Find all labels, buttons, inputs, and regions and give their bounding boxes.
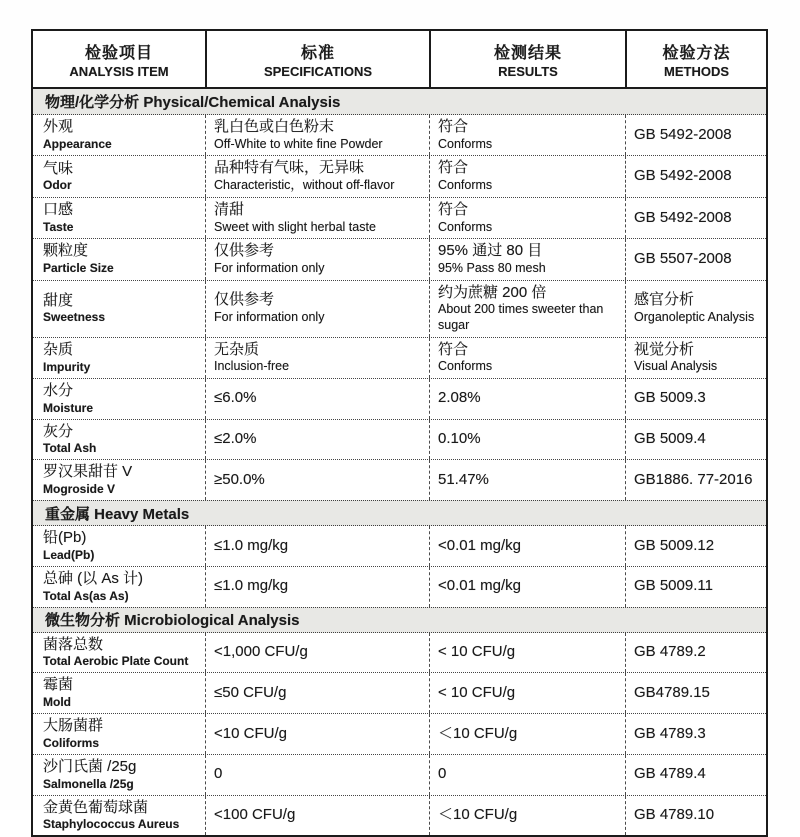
item-name-zh: 菌落总数 bbox=[43, 635, 104, 653]
spec-line-1: 仅供参考 bbox=[214, 291, 275, 309]
spec-line-2: For information only bbox=[214, 310, 325, 325]
header-specifications-zh: 标准 bbox=[300, 44, 335, 62]
item-name-en: Mold bbox=[43, 695, 71, 710]
spec-line-1: ≤1.0 mg/kg bbox=[214, 577, 289, 595]
section-title: 微生物分析 Microbiological Analysis bbox=[45, 612, 300, 630]
spec-line-1: 无杂质 bbox=[214, 340, 260, 358]
spec-cell bbox=[205, 115, 429, 155]
spec-line-2: Characteristic，without off-flavor bbox=[214, 178, 395, 193]
method-line-2: Organoleptic Analysis bbox=[634, 310, 755, 325]
spec-line-2: For information only bbox=[214, 260, 325, 275]
item-name-zh: 大肠菌群 bbox=[43, 717, 104, 735]
spec-line-1: <1,000 CFU/g bbox=[214, 643, 308, 661]
table-row bbox=[33, 280, 766, 337]
result-line-1: ＜10 CFU/g bbox=[438, 724, 518, 742]
result-cell bbox=[429, 420, 625, 460]
item-name-zh: 沙门氏菌 /25g bbox=[43, 757, 137, 775]
table-row bbox=[33, 459, 766, 500]
method-line-1: GB 4789.10 bbox=[634, 806, 715, 824]
table-row bbox=[33, 197, 766, 238]
method-cell bbox=[625, 338, 766, 378]
spec-line-1: ≤2.0% bbox=[214, 430, 257, 448]
item-name-en: Total As(as As) bbox=[43, 588, 129, 603]
method-cell bbox=[625, 156, 766, 196]
table-row bbox=[33, 633, 766, 673]
result-line-1: <0.01 mg/kg bbox=[438, 536, 521, 554]
item-cell bbox=[33, 338, 205, 378]
method-cell bbox=[625, 460, 766, 500]
table-header-row bbox=[33, 31, 766, 89]
table-row bbox=[33, 526, 766, 566]
result-line-1: ＜10 CFU/g bbox=[438, 806, 518, 824]
spec-cell bbox=[205, 460, 429, 500]
item-name-en: Total Ash bbox=[43, 441, 97, 456]
result-line-1: 0 bbox=[438, 765, 447, 783]
header-results-zh: 检测结果 bbox=[493, 44, 562, 62]
method-cell bbox=[625, 239, 766, 279]
spec-line-1: ≥50.0% bbox=[214, 470, 265, 488]
method-line-1: GB 5492-2008 bbox=[634, 167, 732, 185]
method-line-1: GB4789.15 bbox=[634, 683, 710, 701]
item-name-zh: 金黄色葡萄球菌 bbox=[43, 798, 149, 816]
result-cell bbox=[429, 673, 625, 713]
item-name-en: Coliforms bbox=[43, 735, 100, 750]
method-line-1: GB 5507-2008 bbox=[634, 249, 732, 267]
spec-line-1: ≤1.0 mg/kg bbox=[214, 536, 289, 554]
method-line-1: GB 5009.12 bbox=[634, 536, 715, 554]
header-methods bbox=[625, 31, 766, 87]
result-line-2: 95% Pass 80 mesh bbox=[438, 260, 546, 275]
item-name-en: Staphylococcus Aureus bbox=[43, 817, 180, 832]
header-analysis-item bbox=[33, 31, 205, 87]
method-line-1: GB 5009.4 bbox=[634, 430, 706, 448]
result-line-2: Conforms bbox=[438, 219, 493, 234]
spec-cell bbox=[205, 567, 429, 607]
result-line-1: < 10 CFU/g bbox=[438, 683, 516, 701]
method-line-2: Visual Analysis bbox=[634, 359, 718, 374]
table-row bbox=[33, 337, 766, 378]
spec-line-1: 清甜 bbox=[214, 200, 245, 218]
result-cell bbox=[429, 379, 625, 419]
result-cell bbox=[429, 338, 625, 378]
section-header bbox=[33, 500, 766, 526]
table-row bbox=[33, 115, 766, 155]
item-cell bbox=[33, 420, 205, 460]
spec-line-1: 仅供参考 bbox=[214, 242, 275, 260]
result-line-1: 符合 bbox=[438, 118, 469, 135]
method-cell bbox=[625, 115, 766, 155]
spec-line-1: ≤50 CFU/g bbox=[214, 683, 287, 701]
spec-cell bbox=[205, 281, 429, 337]
table-row bbox=[33, 419, 766, 460]
item-name-zh: 杂质 bbox=[43, 340, 74, 358]
result-cell bbox=[429, 714, 625, 754]
method-line-1: GB 4789.4 bbox=[634, 765, 706, 783]
spec-cell bbox=[205, 239, 429, 279]
item-name-en: Lead(Pb) bbox=[43, 547, 95, 562]
method-line-1: GB 5009.3 bbox=[634, 389, 706, 407]
spec-line-2: Sweet with slight herbal taste bbox=[214, 219, 376, 234]
result-cell bbox=[429, 198, 625, 238]
method-line-1: GB 4789.2 bbox=[634, 643, 706, 661]
item-name-en: Salmonella /25g bbox=[43, 776, 134, 791]
result-line-1: 0.10% bbox=[438, 430, 481, 448]
method-cell bbox=[625, 420, 766, 460]
result-line-2: Conforms bbox=[438, 178, 493, 193]
item-name-zh: 灰分 bbox=[43, 422, 74, 440]
header-specifications-en: SPECIFICATIONS bbox=[263, 63, 373, 79]
result-line-1: 符合 bbox=[438, 159, 469, 177]
item-name-en: Impurity bbox=[43, 359, 91, 374]
method-cell bbox=[625, 755, 766, 795]
result-line-2: Conforms bbox=[438, 359, 493, 374]
result-line-1: 95% 通过 80 目 bbox=[438, 242, 543, 260]
section-header bbox=[33, 89, 766, 115]
result-line-1: 符合 bbox=[438, 200, 469, 218]
item-name-en: Moisture bbox=[43, 400, 94, 415]
spec-line-2: Off-White to white fine Powder bbox=[214, 136, 383, 151]
header-methods-zh: 检验方法 bbox=[662, 44, 731, 62]
item-name-zh: 颗粒度 bbox=[43, 242, 89, 260]
header-analysis-item-zh: 检验项目 bbox=[84, 44, 153, 62]
result-cell bbox=[429, 633, 625, 673]
item-cell bbox=[33, 379, 205, 419]
table-row bbox=[33, 378, 766, 419]
spec-line-1: 0 bbox=[214, 765, 223, 783]
spec-line-1: <10 CFU/g bbox=[214, 724, 287, 742]
item-cell bbox=[33, 755, 205, 795]
method-line-1: GB 4789.3 bbox=[634, 724, 706, 742]
method-cell bbox=[625, 379, 766, 419]
spec-cell bbox=[205, 673, 429, 713]
item-name-zh: 罗汉果甜苷 V bbox=[43, 463, 133, 481]
result-cell bbox=[429, 567, 625, 607]
item-name-en: Appearance bbox=[43, 137, 112, 152]
item-name-en: Total Aerobic Plate Count bbox=[43, 654, 189, 669]
spec-cell bbox=[205, 420, 429, 460]
method-line-1: 视觉分析 bbox=[634, 340, 695, 358]
spec-cell bbox=[205, 198, 429, 238]
method-cell bbox=[625, 526, 766, 566]
result-cell bbox=[429, 755, 625, 795]
method-line-1: GB 5492-2008 bbox=[634, 125, 732, 143]
method-cell bbox=[625, 796, 766, 836]
item-name-zh: 外观 bbox=[43, 118, 74, 136]
spec-line-1: 品种特有气味，无异味 bbox=[214, 159, 365, 177]
item-name-zh: 总砷 (以 As 计) bbox=[43, 569, 143, 587]
spec-cell bbox=[205, 714, 429, 754]
method-line-1: GB 5009.11 bbox=[634, 577, 713, 595]
item-name-en: Particle Size bbox=[43, 261, 114, 276]
item-cell bbox=[33, 714, 205, 754]
spec-cell bbox=[205, 379, 429, 419]
section-title: 物理/化学分析 Physical/Chemical Analysis bbox=[45, 94, 341, 111]
result-cell bbox=[429, 281, 625, 337]
item-cell bbox=[33, 239, 205, 279]
item-cell bbox=[33, 796, 205, 836]
header-analysis-item-en: ANALYSIS ITEM bbox=[69, 63, 169, 79]
result-cell bbox=[429, 239, 625, 279]
method-line-1: GB 5492-2008 bbox=[634, 208, 732, 226]
item-name-en: Mogroside V bbox=[43, 482, 116, 497]
spec-cell bbox=[205, 633, 429, 673]
result-line-1: < 10 CFU/g bbox=[438, 643, 516, 661]
result-line-1: 2.08% bbox=[438, 389, 481, 407]
method-cell bbox=[625, 567, 766, 607]
item-cell bbox=[33, 673, 205, 713]
item-cell bbox=[33, 115, 205, 155]
header-methods-en: METHODS bbox=[664, 63, 729, 79]
section-title: 重金属 Heavy Metals bbox=[45, 505, 190, 523]
header-results-en: RESULTS bbox=[498, 63, 558, 79]
method-cell bbox=[625, 673, 766, 713]
item-cell bbox=[33, 567, 205, 607]
result-cell bbox=[429, 796, 625, 836]
table-row bbox=[33, 566, 766, 607]
item-cell bbox=[33, 460, 205, 500]
item-name-zh: 霉菌 bbox=[43, 676, 74, 694]
item-cell bbox=[33, 198, 205, 238]
result-cell bbox=[429, 460, 625, 500]
item-cell bbox=[33, 633, 205, 673]
method-line-1: 感官分析 bbox=[634, 291, 695, 309]
item-name-zh: 气味 bbox=[43, 159, 74, 177]
header-results bbox=[429, 31, 625, 87]
table-row bbox=[33, 754, 766, 795]
spec-cell bbox=[205, 796, 429, 836]
item-name-zh: 口感 bbox=[43, 201, 74, 219]
item-cell bbox=[33, 526, 205, 566]
item-name-zh: 水分 bbox=[43, 381, 74, 399]
spec-line-2: Inclusion-free bbox=[214, 359, 290, 374]
spec-line-1: ≤6.0% bbox=[214, 389, 257, 407]
section-header bbox=[33, 607, 766, 633]
coa-table bbox=[31, 29, 768, 837]
table-row bbox=[33, 672, 766, 713]
item-cell bbox=[33, 156, 205, 196]
table-row bbox=[33, 795, 766, 836]
item-cell bbox=[33, 281, 205, 337]
result-line-1: <0.01 mg/kg bbox=[438, 577, 521, 595]
result-line-1: 51.47% bbox=[438, 470, 489, 488]
spec-cell bbox=[205, 755, 429, 795]
spec-line-1: 乳白色或白色粉末 bbox=[214, 118, 335, 135]
item-name-zh: 甜度 bbox=[43, 291, 74, 309]
result-cell bbox=[429, 156, 625, 196]
result-line-1: 符合 bbox=[438, 340, 469, 358]
header-specifications bbox=[205, 31, 429, 87]
result-line-2: About 200 times sweeter than sugar bbox=[438, 302, 604, 332]
result-line-1: 约为蔗糖 200 倍 bbox=[438, 283, 547, 301]
spec-cell bbox=[205, 526, 429, 566]
spec-line-1: <100 CFU/g bbox=[214, 806, 296, 824]
table-row bbox=[33, 155, 766, 196]
item-name-zh: 铅(Pb) bbox=[43, 529, 87, 547]
method-cell bbox=[625, 714, 766, 754]
item-name-en: Odor bbox=[43, 178, 72, 193]
method-cell bbox=[625, 633, 766, 673]
method-cell bbox=[625, 281, 766, 337]
result-cell bbox=[429, 526, 625, 566]
result-cell bbox=[429, 115, 625, 155]
table-row bbox=[33, 713, 766, 754]
method-cell bbox=[625, 198, 766, 238]
table-body bbox=[33, 89, 766, 835]
method-line-1: GB1886. 77-2016 bbox=[634, 470, 753, 488]
item-name-en: Taste bbox=[43, 219, 74, 234]
table-row bbox=[33, 238, 766, 279]
item-name-en: Sweetness bbox=[43, 310, 106, 325]
spec-cell bbox=[205, 156, 429, 196]
spec-cell bbox=[205, 338, 429, 378]
result-line-2: Conforms bbox=[438, 136, 493, 151]
